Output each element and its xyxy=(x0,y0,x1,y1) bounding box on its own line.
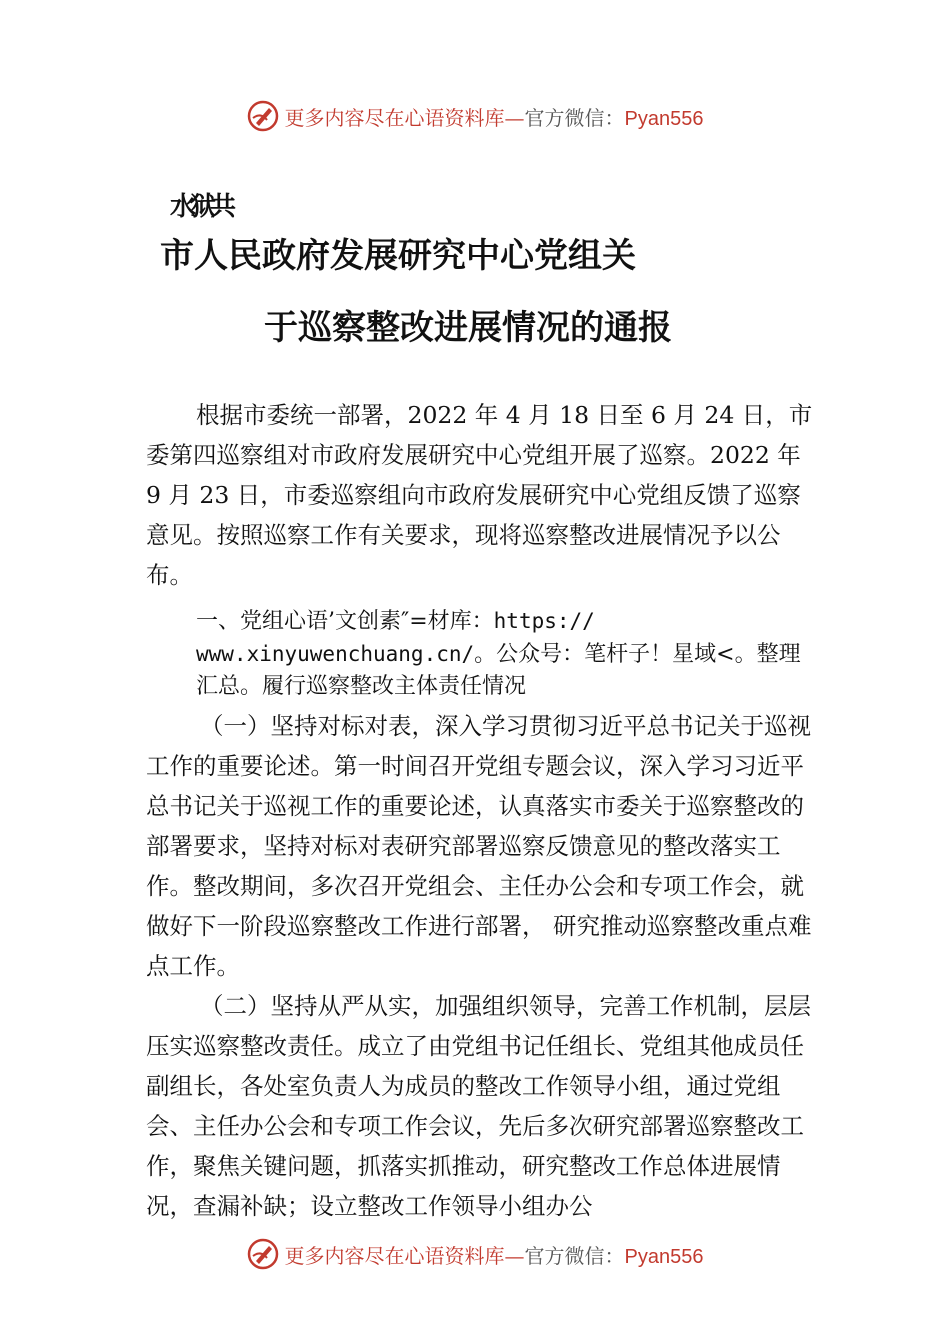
paragraph-subsection-two: （二）坚持从严从实，加强组织领导，完善工作机制，层层压实巡察整改责任。成立了由党组书记任组长、党组其他成员任副组长，各处室负责人为成员的整改工作领导小组，通过党组会、主任办公会和专项工作会议，先后多次研究部署巡察整改工作，聚焦关键问题，抓落实抓推动，研究整改工作总体进展情况，查漏补缺；设立整改工作领导小组办公 xyxy=(146,992,811,1220)
paragraph-section-one: 一、党组心语’文创素″=材库：https:// www.xinyuwenchuang.cn/。公众号：笔杆子！星域<。整理汇总。履行巡察整改主体责任情况 xyxy=(196,609,801,699)
document-title-line1: 市人民政府发展研究中心党组关 xyxy=(160,236,636,276)
header-banner xyxy=(0,96,950,136)
banner-text: 更多内容尽在心语资料库—官方微信：Pyan556 xyxy=(284,1243,704,1268)
url-domain: www.xinyuwenchuang.cn/ xyxy=(196,642,475,666)
footer-banner xyxy=(0,1234,950,1274)
paragraph-subsection-one: （一）坚持对标对表，深入学习贯彻习近平总书记关于巡视工作的重要论述。第一时间召开党组专题会议，深入学习习近平总书记关于巡视工作的重要论述，认真落实市委关于巡察整改的部署要求，坚持对标对表研究部署巡察反馈意见的整改落实工作。整改期间，多次召开党组会、主任办公会和专项工作会，就做好下一阶段巡察整改工作进行部署， 研究推动巡察整改重点难点工作。 xyxy=(146,712,812,980)
pen-logo-icon xyxy=(247,1238,279,1270)
pen-logo-icon xyxy=(247,100,279,132)
url-text: https:// xyxy=(493,609,595,633)
banner-text: 更多内容尽在心语资料库—官方微信：Pyan556 xyxy=(284,105,704,130)
stamp-text: 水狱共 xyxy=(170,192,231,222)
paragraph-intro: 根据市委统一部署，2022 年 4 月 18 日至 6 月 24 日，市委第四巡察组对市政府发展研究中心党组开展了巡察。2022 年 9 月 23 日，市委巡察组向市政府发展研究中心党组反馈了巡察意见。按照巡察工作有关要求，现将巡察整改进展情况予以公布。 xyxy=(146,401,813,589)
document-title-line2: 于巡察整改进展情况的通报 xyxy=(264,308,672,348)
